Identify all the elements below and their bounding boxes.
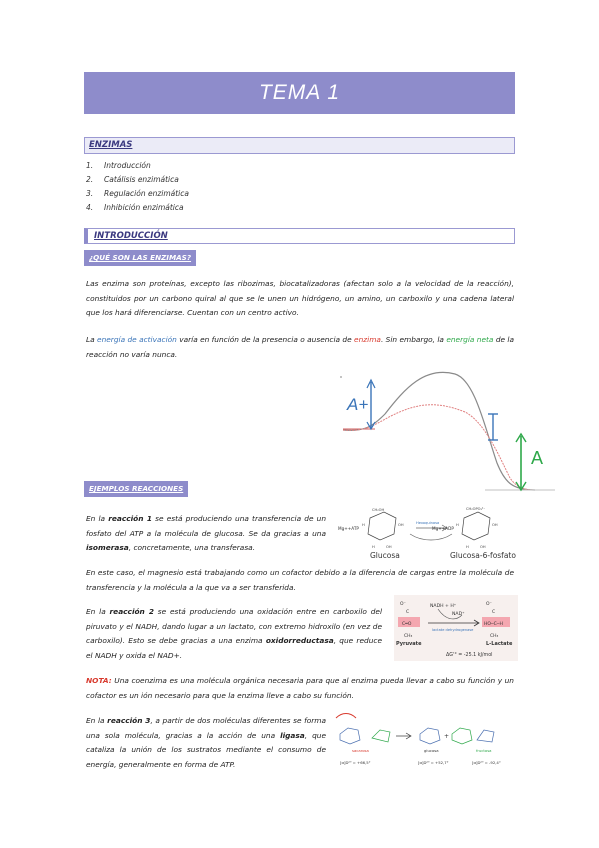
svg-text:H: H: [362, 523, 365, 527]
svg-text:H: H: [372, 545, 375, 549]
enzyme2-label: lactate dehydrogenase: [432, 628, 474, 632]
svg-text:O⁻: O⁻: [486, 602, 492, 607]
nad-label: NAD⁺: [452, 612, 465, 617]
reaction3-paragraph: En la reacción 3, a partir de dos moléculas diferentes se forma una sola molécula, gracias a la acción de una ligasa, que cataliza la unión de los sustratos mediante el consumo de energía, generalmente en forma de ATP.: [86, 716, 326, 769]
svg-text:OH: OH: [480, 545, 486, 549]
svg-text:C═O: C═O: [402, 622, 412, 627]
magnesio-paragraph: En este caso, el magnesio está trabajando como un cofactor debido a la diferencia de cargas entre la molécula de transferencia y la molécula a la que va a ser transferida.: [86, 568, 514, 592]
nadh-label: NADH + H⁺: [430, 604, 457, 609]
svg-text:OH: OH: [386, 545, 392, 549]
table-of-contents: [86, 159, 189, 215]
toc-item: 1. Introducción: [86, 161, 151, 170]
g6p-label: Glucosa-6-fosfato: [450, 551, 516, 560]
mg-adp-label: Mg++ADP: [432, 526, 454, 531]
svg-text:H: H: [466, 545, 469, 549]
toc-item: 2. Catálisis enzimática: [86, 175, 179, 184]
svg-text:C: C: [406, 610, 410, 615]
annotation-a-plus: A+: [347, 395, 369, 414]
toc-item: 3. Regulación enzimática: [86, 189, 189, 198]
ejemplos-heading: EJEMPLOS REACCIONES: [84, 481, 188, 497]
glucosa-label: Glucosa: [370, 551, 400, 560]
reaction3-diagram: [334, 710, 520, 768]
sacarosa-label: sacarosa: [352, 748, 369, 753]
glucosa3-label: glucosa: [424, 748, 439, 753]
intro-heading: INTRODUCCIÓN: [84, 228, 515, 244]
svg-text:CH₂OPO₃²⁻: CH₂OPO₃²⁻: [466, 507, 486, 511]
mg-atp-label: Mg++ATP: [338, 526, 359, 531]
svg-text:O⁻: O⁻: [400, 602, 406, 607]
intro-paragraph: Las enzima son proteínas, excepto las ribozimas, biocatalizadoras (afectan solo a la velocidad de la reacción), constituidos por un carbono quiral al que se le unen un hidrógeno, un amino, un carboxilo y una cadena lateral que los hará diferenciarse. Cuentan con un centro activo.: [86, 279, 514, 317]
svg-text:OH: OH: [492, 523, 498, 527]
svg-text:CH₃: CH₃: [404, 634, 413, 639]
fructosa-label: fructosa: [476, 748, 492, 753]
catalyzed-curve: [343, 405, 535, 490]
enzimas-heading: ENZIMAS: [84, 137, 515, 154]
lactate-label: L-Lactate: [486, 641, 513, 647]
rotation-1: [α]D²⁰ = +66,5°: [340, 760, 371, 765]
svg-text:H: H: [456, 523, 459, 527]
reaction1-diagram: [336, 506, 522, 562]
toc-item: 4. Inhibición enzimática: [86, 203, 184, 212]
svg-text:HO─C─H: HO─C─H: [484, 622, 503, 627]
page-title: TEMA 1: [84, 72, 515, 114]
rotation-2: [α]D²⁰ = +52,7°: [418, 760, 449, 765]
annotation-a: A: [531, 448, 544, 468]
reaction2-paragraph: En la reacción 2 se está produciendo una oxidación entre en carboxilo del piruvato y el NADH, dando lugar a un lactato, con extremo hidroxilo (en vez de carboxilo). Esto se debe gracias a una enzima oxidorreductasa, que reduce el NADH y oxida el NAD+.: [86, 607, 383, 660]
rotation-3: [α]D²⁰ = -92,4°: [472, 760, 501, 765]
svg-text:OH: OH: [398, 523, 404, 527]
pyruvate-label: Pyruvate: [396, 641, 422, 647]
activation-paragraph: La energía de activación varía en función de la presencia o ausencia de enzima. Sin embargo, la energía neta de la reacción no varía nunca.: [86, 335, 514, 359]
svg-text:CH₃: CH₃: [490, 634, 499, 639]
nota-paragraph: NOTA: Una coenzima es una molécula orgánica necesaria para que al enzima pueda llevar a cabo su función y un cofactor es un ión necesario para que la enzima lleve a cabo su función.: [86, 676, 514, 700]
svg-text:CH₂OH: CH₂OH: [372, 508, 385, 512]
energy-diagram: [335, 368, 557, 498]
reaction2-diagram: [394, 595, 518, 661]
svg-text:C: C: [492, 610, 496, 615]
uncatalyzed-curve: [343, 372, 535, 490]
reaction1-paragraph: En la reacción 1 se está produciendo una transferencia de un fosfato del ATP a la molécula de glucosa. Se da gracias a una isomerasa, concretamente, una transferasa.: [86, 514, 326, 552]
hexoquinasa-label: Hexoquinasa: [416, 521, 440, 525]
svg-text:+: +: [444, 733, 450, 740]
que-son-heading: ¿QUÉ SON LAS ENZIMAS?: [84, 250, 196, 266]
delta-g-label: ΔG'° = -25.1 kJ/mol: [446, 653, 493, 658]
